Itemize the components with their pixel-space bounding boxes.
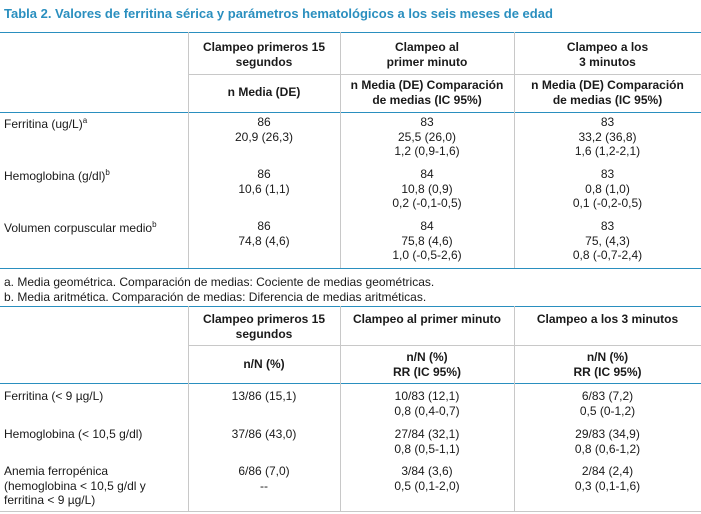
footnote-a: a. Media geométrica. Comparación de medias: Cociente de medias geométricas. bbox=[4, 275, 435, 289]
table2-bottom-rule bbox=[0, 511, 701, 512]
table2-top-rule bbox=[0, 306, 701, 307]
table1-row-cell: 84 75,8 (4,6) 1,0 (-0,5-2,6) bbox=[392, 219, 462, 262]
table2-subheader-col2: n/N (%) RR (IC 95%) bbox=[392, 350, 461, 379]
table1-row-cell: 83 75, (4,3) 0,8 (-0,7-2,4) bbox=[572, 219, 643, 262]
table1-row-cell: 86 10,6 (1,1) bbox=[238, 167, 290, 196]
table2-row-label: Anemia ferropénica (hemoglobina < 10,5 g/dl y ferritina < 9 µg/L) bbox=[4, 464, 146, 507]
table2-row-cell: 13/86 (15,1) bbox=[231, 389, 297, 403]
table2-row-cell: 29/83 (34,9) 0,8 (0,6-1,2) bbox=[574, 427, 641, 456]
table-title: Tabla 2. Valores de ferritina sérica y parámetros hematológicos a los seis meses de edad bbox=[4, 6, 553, 21]
table1-subheader-col1: n Media (DE) bbox=[227, 85, 301, 99]
table1-row-cell: 83 0,8 (1,0) 0,1 (-0,2-0,5) bbox=[572, 167, 643, 210]
table1-top-rule bbox=[0, 32, 701, 33]
table1-header-divider bbox=[188, 74, 701, 75]
table1-row-label: Volumen corpuscular medio$^b$ bbox=[4, 220, 157, 235]
table2-header-col3: Clampeo a los 3 minutos bbox=[536, 312, 679, 326]
table2-row-cell: 2/84 (2,4) 0,3 (0,1-1,6) bbox=[574, 464, 641, 493]
table1-row-cell: 86 74,8 (4,6) bbox=[238, 219, 290, 248]
table1-row-label: Ferritina $(ug/L)^a$ bbox=[4, 116, 88, 131]
table1-subheader-col3: n Media (DE) Comparación de medias (IC 95%) bbox=[531, 78, 684, 107]
table2-row-cell: 3/84 (3,6) 0,5 (0,1-2,0) bbox=[394, 464, 460, 493]
table1-header-col3: Clampeo a los 3 minutos bbox=[566, 40, 649, 69]
table2-header-divider bbox=[188, 345, 701, 346]
table2-row-cell: 6/86 (7,0) -- bbox=[238, 464, 290, 493]
table2-header-col2: Clampeo al primer minuto bbox=[352, 312, 502, 326]
table1-row-cell: 83 33,2 (36,8) 1,6 (1,2-2,1) bbox=[574, 115, 641, 158]
table2-header-rule bbox=[0, 383, 701, 384]
table1-row-cell: 84 10,8 (0,9) 0,2 (-0,1-0,5) bbox=[392, 167, 462, 210]
table1-bottom-rule bbox=[0, 268, 701, 269]
table2-row-cell: 10/83 (12,1) 0,8 (0,4-0,7) bbox=[394, 389, 460, 418]
table1-header-col1: Clampeo primeros 15 segundos bbox=[202, 40, 326, 69]
table1-header-col2: Clampeo al primer minuto bbox=[386, 40, 468, 69]
table2-row-label: Ferritina (< 9 µg/L) bbox=[4, 389, 104, 403]
table2-row-cell: 27/84 (32,1) 0,8 (0,5-1,1) bbox=[394, 427, 460, 456]
table2-row-cell: 6/83 (7,2) 0,5 (0-1,2) bbox=[579, 389, 636, 418]
table1-header-rule bbox=[0, 112, 701, 113]
footnote-b: b. Media aritmética. Comparación de medias: Diferencia de medias aritméticas. bbox=[4, 290, 427, 304]
table1-row-label: Hemoglobina $(g/dl)^b$ bbox=[4, 168, 110, 183]
table2-row-label: Hemoglobina (< 10,5 g/dl) bbox=[4, 427, 143, 441]
table1-subheader-col2: n Media (DE) Comparación de medias (IC 95%) bbox=[350, 78, 504, 107]
table1-row-cell: 86 20,9 (26,3) bbox=[234, 115, 294, 144]
table2-row-cell: 37/86 (43,0) bbox=[231, 427, 297, 441]
table2-subheader-col1: n/N (%) bbox=[243, 357, 285, 371]
table2-header-col1: Clampeo primeros 15 segundos bbox=[202, 312, 326, 341]
table1-row-cell: 83 25,5 (26,0) 1,2 (0,9-1,6) bbox=[394, 115, 460, 158]
table2-subheader-col3: n/N (%) RR (IC 95%) bbox=[573, 350, 642, 379]
